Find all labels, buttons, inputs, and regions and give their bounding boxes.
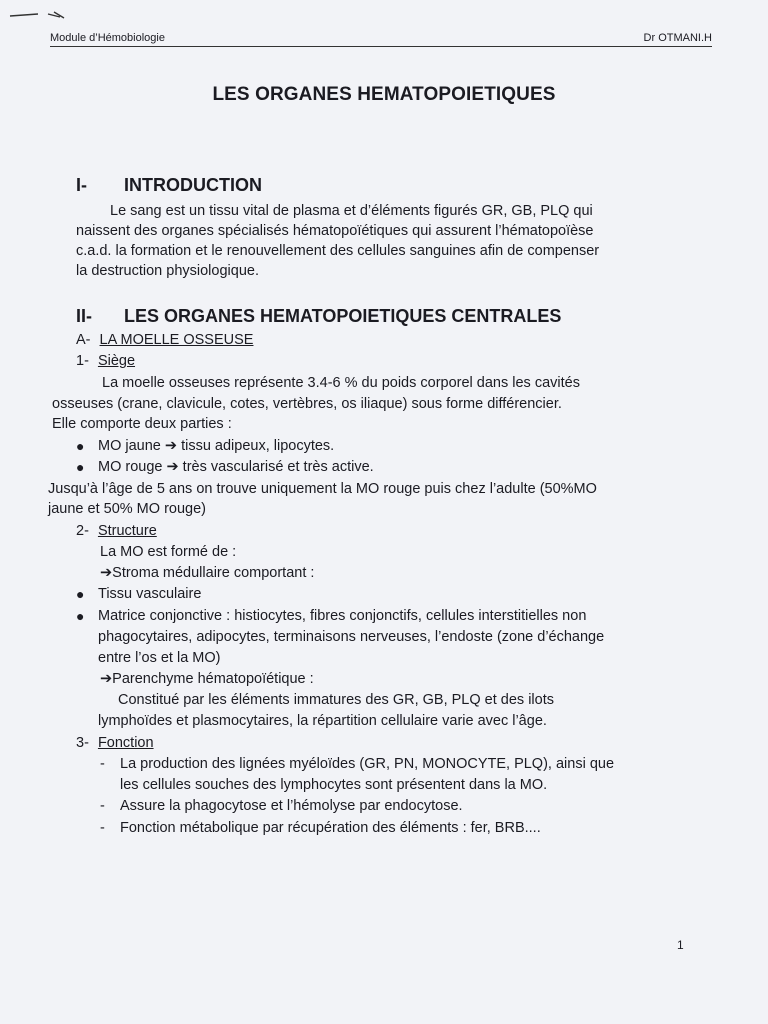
structure-heading [76, 521, 157, 541]
fonction-item-2: Assure la phagocytose et l’hémolyse par endocytose. [120, 798, 463, 814]
section-centrales-title: LES ORGANES HEMATOPOIETIQUES CENTRALES [124, 306, 562, 326]
scan-artifact-icon [8, 8, 70, 20]
page-number: 1 [677, 938, 684, 952]
siege-line-3: Elle comporte deux parties : [52, 416, 232, 432]
intro-line-4: la destruction physiologique. [76, 263, 259, 279]
dash-icon: - [100, 756, 105, 772]
subsection-a-letter: A- [76, 332, 91, 348]
fonction-item-3: Fonction métabolique par récupération des éléments : fer, BRB.... [120, 820, 541, 836]
section-centrales-heading [76, 306, 716, 330]
siege-after-line-1: Jusqu’à l’âge de 5 ans on trouve uniquement la MO rouge puis chez l’adulte (50%MO [48, 481, 597, 497]
siege-heading [76, 351, 135, 371]
dash-icon: - [100, 820, 105, 836]
siege-number: 1- [76, 353, 89, 369]
structure-parenchyme: ➔Parenchyme hématopoïétique : [100, 671, 314, 687]
intro-line-3: c.a.d. la formation et le renouvellement des cellules sanguines afin de compenser [76, 243, 600, 259]
intro-line-2: naissent des organes spécialisés hématopoïétiques qui assurent l’hématopoïèse [76, 223, 594, 239]
subsection-a-heading [76, 330, 253, 350]
siege-line-2: osseuses (crane, clavicule, cotes, vertèbres, os iliaque) sous forme différencier. [52, 396, 562, 412]
bullet-icon: ● [76, 459, 85, 475]
fonction-item-1: La production des lignées myéloïdes (GR, PN, MONOCYTE, PLQ), ainsi que [120, 756, 615, 772]
fonction-item-1-cont: les cellules souches des lymphocytes sont présentent dans la MO. [120, 777, 548, 793]
structure-bullet-1: Tissu vasculaire [98, 586, 202, 602]
structure-number: 2- [76, 523, 89, 539]
subsection-a-title: LA MOELLE OSSEUSE [99, 332, 254, 348]
siege-title: Siège [97, 353, 136, 369]
structure-stroma: ➔Stroma médullaire comportant : [100, 565, 315, 581]
structure-intro: La MO est formé de : [100, 544, 237, 560]
section-intro-number: I- [76, 175, 87, 195]
page-header [50, 32, 712, 47]
structure-title: Structure [97, 523, 157, 539]
header-author: Dr OTMANI.H [643, 32, 712, 44]
header-module-name: Module d’Hémobiologie [50, 32, 165, 44]
dash-icon: - [100, 798, 105, 814]
bullet-icon: ● [76, 608, 85, 624]
siege-bullet-2: MO rouge ➔ très vascularisé et très active. [98, 459, 374, 475]
fonction-title: Fonction [97, 735, 154, 751]
fonction-heading [76, 733, 154, 753]
intro-line-1: Le sang est un tissu vital de plasma et d’éléments figurés GR, GB, PLQ qui [110, 203, 593, 219]
page-title: LES ORGANES HEMATOPOIETIQUES [212, 84, 556, 105]
bullet-icon: ● [76, 586, 85, 602]
section-intro-title: INTRODUCTION [124, 175, 262, 195]
section-intro-heading [76, 175, 676, 199]
fonction-number: 3- [76, 735, 89, 751]
bullet-icon: ● [76, 438, 85, 454]
siege-after-line-2: jaune et 50% MO rouge) [48, 501, 206, 517]
siege-bullet-1: MO jaune ➔ tissu adipeux, lipocytes. [98, 438, 335, 454]
parenchyme-line-1: Constitué par les éléments immatures des GR, GB, PLQ et des ilots [118, 692, 554, 708]
parenchyme-line-2: lymphoïdes et plasmocytaires, la répartition cellulaire varie avec l’âge. [98, 713, 547, 729]
structure-bullet-2-cont-2: entre l’os et la MO) [98, 650, 221, 666]
section-centrales-number: II- [76, 306, 92, 326]
structure-bullet-2-cont-1: phagocytaires, adipocytes, terminaisons nerveuses, l’endoste (zone d’échange [98, 629, 605, 645]
siege-line-1: La moelle osseuses représente 3.4-6 % du poids corporel dans les cavités [102, 375, 580, 391]
structure-bullet-2: Matrice conjonctive : histiocytes, fibres conjonctifs, cellules interstitielles non [98, 608, 587, 624]
